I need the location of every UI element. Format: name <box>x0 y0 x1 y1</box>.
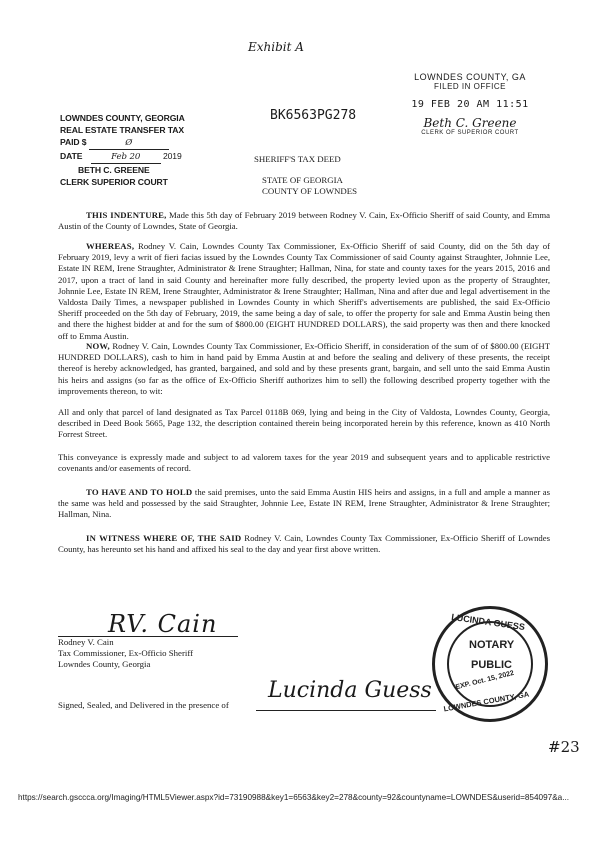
signer-title: Tax Commissioner, Ex-Officio Sheriff <box>58 648 194 658</box>
filed-in-office: FILED IN OFFICE <box>434 82 506 91</box>
paragraph-witness <box>58 533 550 555</box>
book-page-stamp: BK6563PG278 <box>270 108 357 123</box>
para5-text: This conveyance is expressly made and subject to ad valorem taxes for the year 2019 and subsequent years and to applicable restrictive covenants and/or easements of record. <box>58 452 550 474</box>
transfer-tax-block <box>60 112 230 188</box>
filed-stamp <box>395 72 545 136</box>
tax-clerk-name: BETH C. GREENE <box>78 165 150 175</box>
deed-state: STATE OF GEORGIA <box>262 175 343 185</box>
seal-county: LOWNDES COUNTY, GA <box>442 689 530 714</box>
filed-date: 19 FEB 20 AM 11:51 <box>411 99 529 110</box>
clerk-signature: Beth C. Greene <box>423 116 517 130</box>
para1-text: Made this 5th day of February 2019 between Rodney V. Cain, Ex-Officio Sheriff of said County, and Emma Austin of the County of Lowndes, State of Georgia. <box>58 210 550 232</box>
para2-lead: WHEREAS, <box>86 241 135 251</box>
notary-signature: Lucinda Guess <box>268 678 432 703</box>
para6-lead: TO HAVE AND TO HOLD <box>86 487 193 497</box>
signer-name: Rodney V. Cain <box>58 637 114 647</box>
witness-line <box>256 710 436 711</box>
tax-date-label: DATE <box>60 151 83 161</box>
seal-notary: NOTARY <box>469 639 515 651</box>
paragraph-whereas <box>58 241 550 342</box>
seal-exp: EXP. Oct. 15, 2022 <box>455 669 515 692</box>
para4-text: All and only that parcel of land designated as Tax Parcel 0118B 069, lying and being in the City of Valdosta, Lowndes County, Georgia, described in Deed Book 5665, Page 132, the description contained therein being incorporated herein by this reference, known as 410 North Forrest Street. <box>58 407 550 440</box>
deed-title: SHERIFF'S TAX DEED <box>254 154 341 164</box>
signature-block <box>58 636 278 670</box>
para6-text: the said premises, unto the said Emma Austin HIS heirs and assigns, in a full and ample a manner as the same was held and possessed by the said Straughter, Johnnie Lee, Estate IN REM, Irene Straughter, Administrator & Irene Straughter; Hallman, Nina. <box>58 487 550 520</box>
page-mark: #23 <box>548 738 580 756</box>
signer-county: Lowndes County, Georgia <box>58 659 151 669</box>
paragraph-now <box>58 341 550 397</box>
tax-clerk-title: CLERK SUPERIOR COURT <box>60 177 168 187</box>
tax-date-year: 2019 <box>162 151 182 161</box>
paragraph-indenture <box>58 210 550 232</box>
paragraph-parcel <box>58 407 550 441</box>
para3-text: Rodney V. Cain, Lowndes County Tax Commissioner, Ex-Officio Sheriff, in consideration of the sum of of $800.00 (EIGHT HUNDRED DOLLARS), cash to him in hand paid by Emma Austin at and before the sealing and delivery of these presents, the receipt thereof is hereby acknowledged, has granted, bargained, and sold and by these presents grant, bargain, and sell unto the said Emma Austin his heirs and assigns (so far as the office of Ex-Officio Sheriff authorizes him to sell) the following described property together with the improvements thereon, to wit: <box>58 341 550 396</box>
witness-label: Signed, Sealed, and Delivered in the presence of <box>58 700 229 710</box>
seal-public: PUBLIC <box>471 659 512 671</box>
tax-date-row <box>60 150 230 164</box>
tax-county-line: LOWNDES COUNTY, GEORGIA <box>60 113 185 123</box>
paragraph-conveyance <box>58 452 550 474</box>
seal-name: LUCINDA GUESS <box>450 611 526 633</box>
para1-lead: THIS INDENTURE, <box>86 210 167 220</box>
tax-paid-row <box>60 136 230 150</box>
notary-seal <box>432 606 548 722</box>
tax-paid-value: Ø <box>89 137 169 150</box>
filed-county: LOWNDES COUNTY, GA <box>414 72 526 82</box>
filed-clerk: CLERK OF SUPERIOR COURT <box>421 130 519 136</box>
para7-text: Rodney V. Cain, Lowndes County Tax Commissioner, Ex-Officio Sheriff of Lowndes County, has hereunto set his hand and affixed his seal to the day and year first above written. <box>58 533 550 555</box>
para7-lead: IN WITNESS WHERE OF, THE SAID <box>86 533 242 543</box>
deed-county: COUNTY OF LOWNDES <box>262 186 357 196</box>
sheriff-signature: RV. Cain <box>108 610 218 638</box>
para3-lead: NOW, <box>86 341 110 351</box>
paragraph-to-have <box>58 487 550 521</box>
para2-text: Rodney V. Cain, Lowndes County Tax Commissioner, Ex-Officio Sheriff of said County, did on the 5th day of February 2019, levy a writ of fieri facias issued by the Lowndes County Tax Commissioner of said County against Straughter, Johnnie Lee, Estate IN REM, Irene Straughter, Administrator & Irene Straughter; Hallman, Nina, for state and county taxes for the years 2015, 2016 and 2017, upon a tract of land in said County and hereinafter more fully described, the property levied upon as the property of Straughter, Johnnie Lee, Estate IN REM, Irene Straughter, Administrator & Irene Straughter; Hallman, Nina and after due and legal advertisement in the Valdosta Daily Times, a newspaper published in Lowndes County in which Sheriff's advertisements are published, the said Ex-Officio Sheriff proceeded on the 5th day of February, 2019, the same being a day of sale, to offer the property for sale and Emma Austin being then and there the highest bidder at and for the sum of $800.00 (EIGHT HUNDRED DOLLARS), the said property was then and there knocked off to Emma Austin. <box>58 241 550 341</box>
tax-date-value: Feb 20 <box>91 151 161 164</box>
tax-paid-label: PAID $ <box>60 137 87 147</box>
tax-title-line: REAL ESTATE TRANSFER TAX <box>60 125 184 135</box>
footer-url[interactable]: https://search.gsccca.org/Imaging/HTML5Viewer.aspx?id=73190988&key1=6563&key2=278&county=92&countyname=LOWNDES&userid=854097&a... <box>18 793 570 802</box>
exhibit-annotation: Exhibit A <box>248 40 304 54</box>
